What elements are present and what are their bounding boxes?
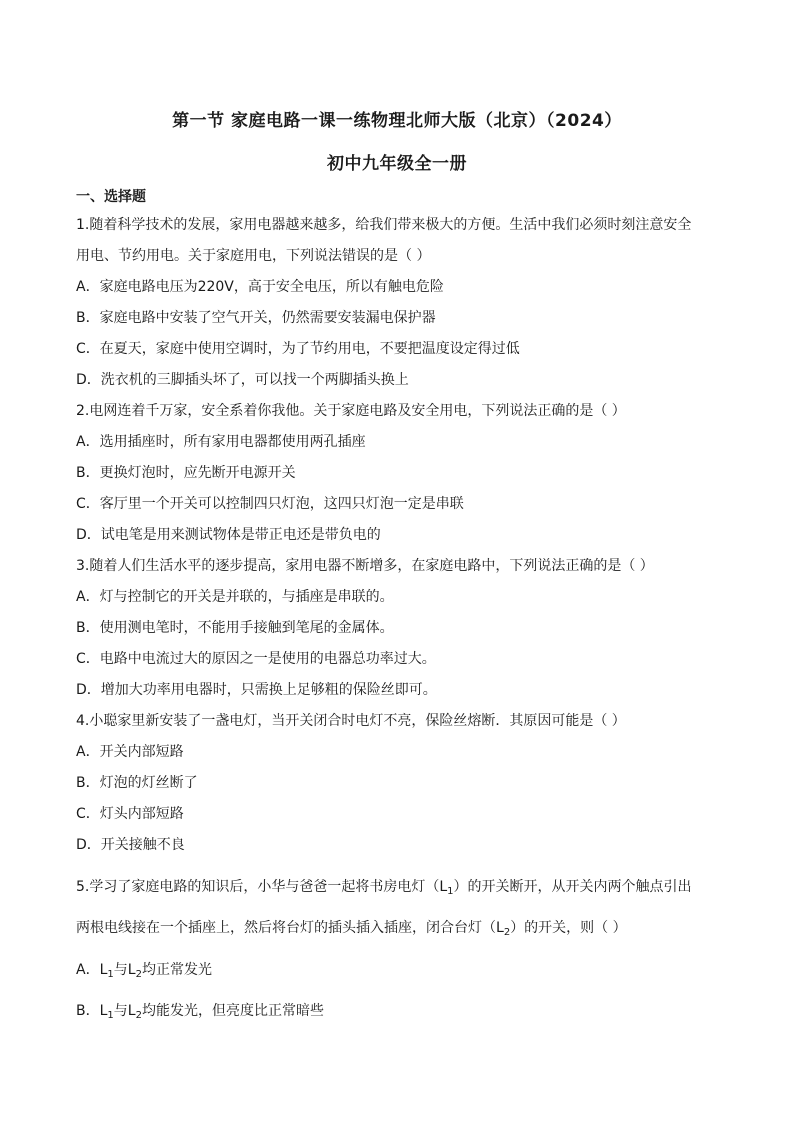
question-1-stem: 1.随着科学技术的发展，家用电器越来越多，给我们带来极大的方便。生活中我们必须时刻注意安全 [76,217,692,233]
question-1-option-a: A．家庭电路电压为220V，高于安全电压，所以有触电危险 [76,279,444,295]
question-5-option-a [76,960,212,980]
question-5-option-b [76,1001,324,1021]
question-5-stem [76,877,692,897]
question-1-option-b: B．家庭电路中安装了空气开关，仍然需要安装漏电保护器 [76,310,436,326]
question-3-option-c: C．电路中电流过大的原因之一是使用的电器总功率过大。 [76,651,436,667]
option-text: 均正常发光 [141,962,212,978]
option-text: B．L [76,1003,108,1019]
option-text: 均能发光，但亮度比正常暗些 [141,1003,324,1019]
question-5-stem-text: ）的开关，则（ ） [510,920,627,936]
subscript: 2 [135,1010,142,1021]
question-1-option-c: C．在夏天，家庭中使用空调时，为了节约用电，不要把温度设定得过低 [76,341,520,357]
question-5-stem-text: ）的开关断开，从开关内两个触点引出 [453,879,692,895]
question-1-option-d: D．洗衣机的三脚插头坏了，可以找一个两脚插头换上 [76,372,409,388]
question-2-option-c: C．客厅里一个开关可以控制四只灯泡，这四只灯泡一定是串联 [76,496,464,512]
subscript: 2 [503,927,511,938]
question-4-stem: 4.小聪家里新安装了一盏电灯，当开关闭合时电灯不亮，保险丝熔断．其原因可能是（ ） [76,713,626,729]
option-text: 与L [113,962,136,978]
question-4-option-a: A．开关内部短路 [76,744,184,760]
subscript: 1 [107,1010,114,1021]
question-1-stem-cont: 用电、节约用电。关于家庭用电，下列说法错误的是（ ） [76,248,431,264]
question-3-option-b: B．使用测电笔时，不能用手接触到笔尾的金属体。 [76,620,394,636]
question-2-option-a: A．选用插座时，所有家用电器都使用两孔插座 [76,434,366,450]
question-4-option-b: B．灯泡的灯丝断了 [76,775,198,791]
question-2-option-b: B．更换灯泡时，应先断开电源开关 [76,465,296,481]
section-heading: 一、选择题 [76,189,146,205]
question-5-stem-text: 两根电线接在一个插座上，然后将台灯的插头插入插座，闭合台灯（L [76,920,504,936]
subscript: 1 [107,969,114,980]
question-4-option-d: D．开关接触不良 [76,837,185,853]
question-3-option-d: D．增加大功率用电器时，只需换上足够粗的保险丝即可。 [76,682,437,698]
question-2-stem: 2.电网连着千万家，安全系着你我他。关于家庭电路及安全用电，下列说法正确的是（ ） [76,403,626,419]
document-subtitle: 初中九年级全一册 [327,154,467,174]
subscript: 2 [135,969,142,980]
question-3-option-a: A．灯与控制它的开关是并联的，与插座是串联的。 [76,589,394,605]
question-5-stem-cont [76,918,627,938]
question-2-option-d: D．试电笔是用来测试物体是带正电还是带负电的 [76,527,381,543]
question-5-stem-text: 5.学习了家庭电路的知识后，小华与爸爸一起将书房电灯（L [76,879,448,895]
option-text: 与L [113,1003,136,1019]
subscript: 1 [447,886,454,897]
question-4-option-c: C．灯头内部短路 [76,806,184,822]
option-text: A．L [76,962,108,978]
document-title: 第一节 家庭电路一课一练物理北师大版（北京）（2024） [172,111,622,131]
question-3-stem: 3.随着人们生活水平的逐步提高，家用电器不断增多，在家庭电路中，下列说法正确的是（ ） [76,558,654,574]
